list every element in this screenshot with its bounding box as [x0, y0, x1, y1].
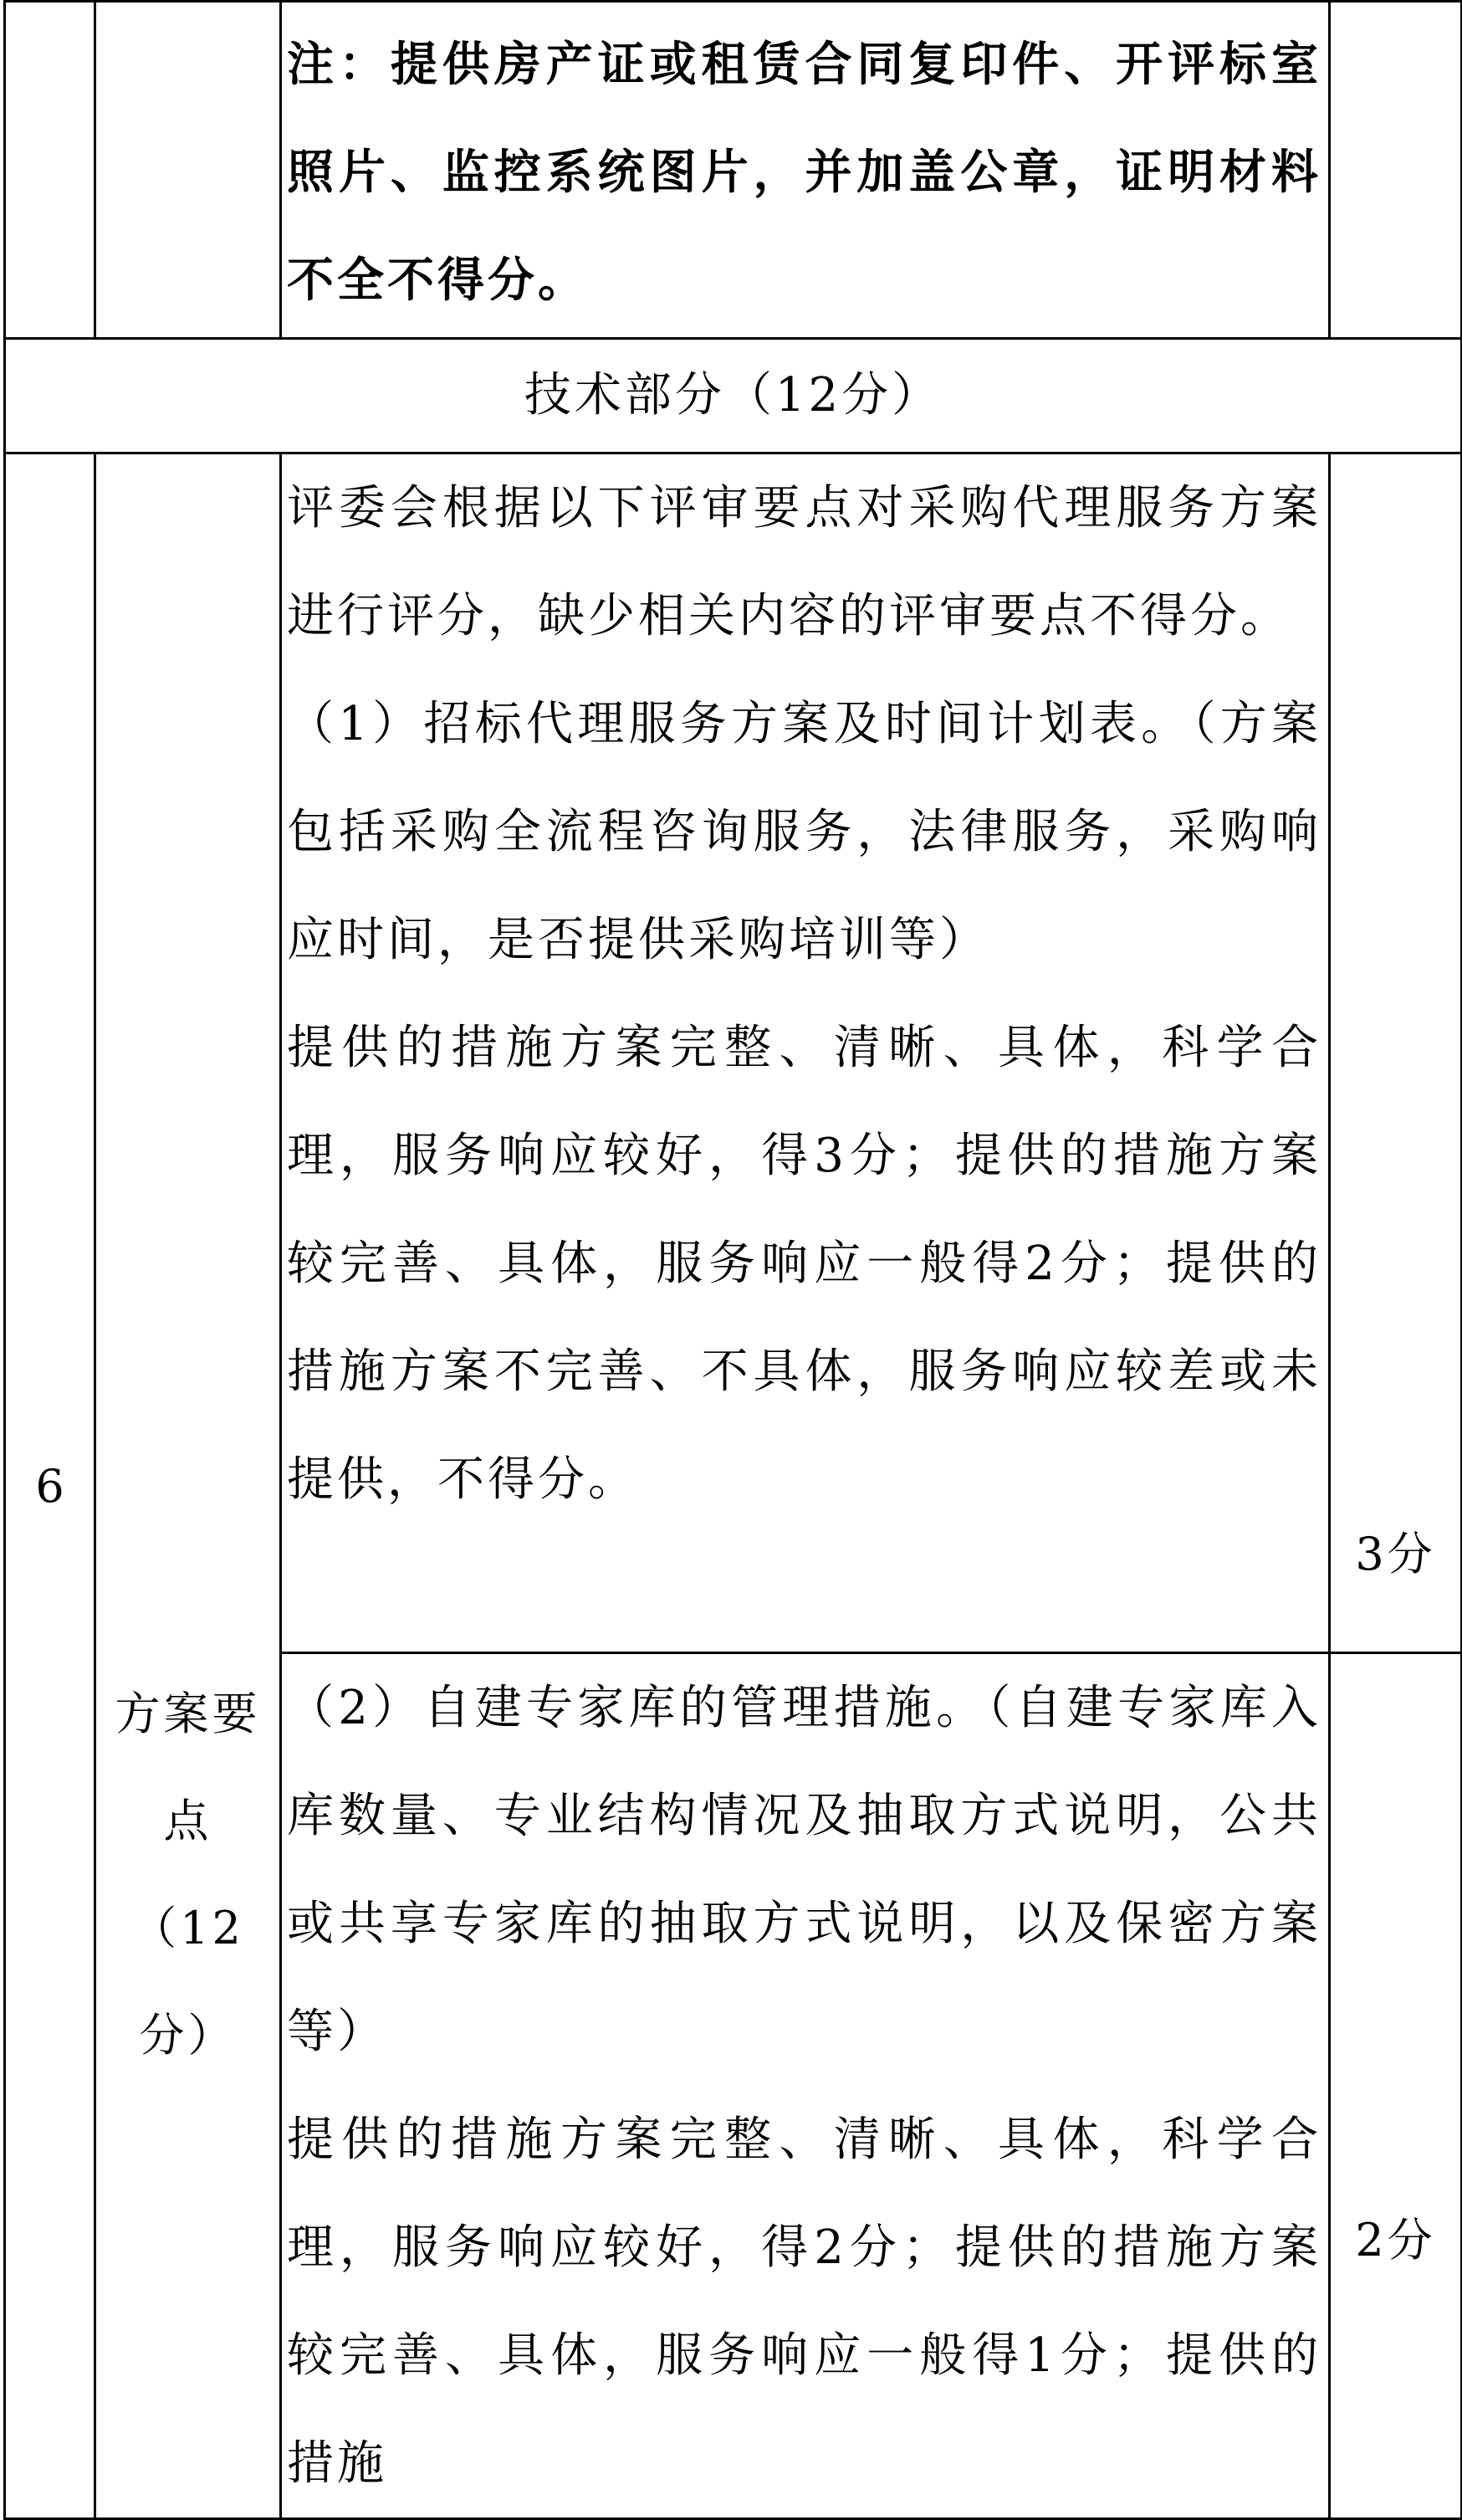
row-6-number-cell — [5, 453, 95, 2519]
section-title-cell — [5, 339, 1462, 453]
sub-2-score: 2分 — [1355, 2213, 1436, 2266]
sub-2-criteria: 提供的措施方案完整、清晰、具体，科学合理，服务响应较好，得2分；提供的措施方案较完善、具体，服务响应一般得1分；提供的措施 — [287, 2113, 1321, 2491]
note-text: 注：提供房产证或租赁合同复印件、开评标室照片、监控系统图片，并加盖公章，证明材料不全不得分。 — [287, 37, 1321, 308]
item-label — [96, 1661, 279, 2089]
note-row — [5, 2, 1462, 339]
sub-1-title: （1）招标代理服务方案及时间计划表。（方案包括采购全流程咨询服务，法律服务，采购响应时间，是否提供采购培训等） — [287, 697, 1321, 967]
section-row — [5, 339, 1462, 453]
note-item-cell — [95, 2, 281, 339]
evaluation-intro: 评委会根据以下评审要点对采购代理服务方案进行评分，缺少相关内容的评审要点不得分。 — [287, 481, 1321, 643]
item-label-line1: 方案要点 — [115, 1688, 261, 1847]
note-no-cell — [5, 2, 95, 339]
row-6-sub-2-content — [281, 1653, 1330, 2519]
row-6-item-cell — [95, 453, 281, 2519]
note-content-cell — [281, 2, 1330, 339]
sub-1-score: 3分 — [1355, 1528, 1436, 1580]
note-score-cell — [1330, 2, 1462, 339]
scoring-table — [3, 0, 1462, 2520]
section-title: 技术部分（12分） — [524, 368, 943, 423]
row-6-sub-1 — [5, 453, 1462, 1653]
row-6-sub-2-score-cell — [1330, 1653, 1462, 2519]
sub-2-title: （2）自建专家库的管理措施。（自建专家库入库数量、专业结构情况及抽取方式说明，公共或共享专家库的抽取方式说明，以及保密方案等） — [287, 1681, 1321, 2059]
row-6-sub-1-score-cell — [1330, 453, 1462, 1653]
sub-1-criteria: 提供的措施方案完整、清晰、具体，科学合理，服务响应较好，得3分；提供的措施方案较完善、具体，服务响应一般得2分；提供的措施方案不完善、不具体，服务响应较差或未提供，不得分。 — [287, 1021, 1321, 1507]
row-number: 6 — [35, 1459, 64, 1513]
row-6-sub-1-content — [281, 453, 1330, 1653]
item-label-line2: （12分） — [131, 1902, 244, 2062]
